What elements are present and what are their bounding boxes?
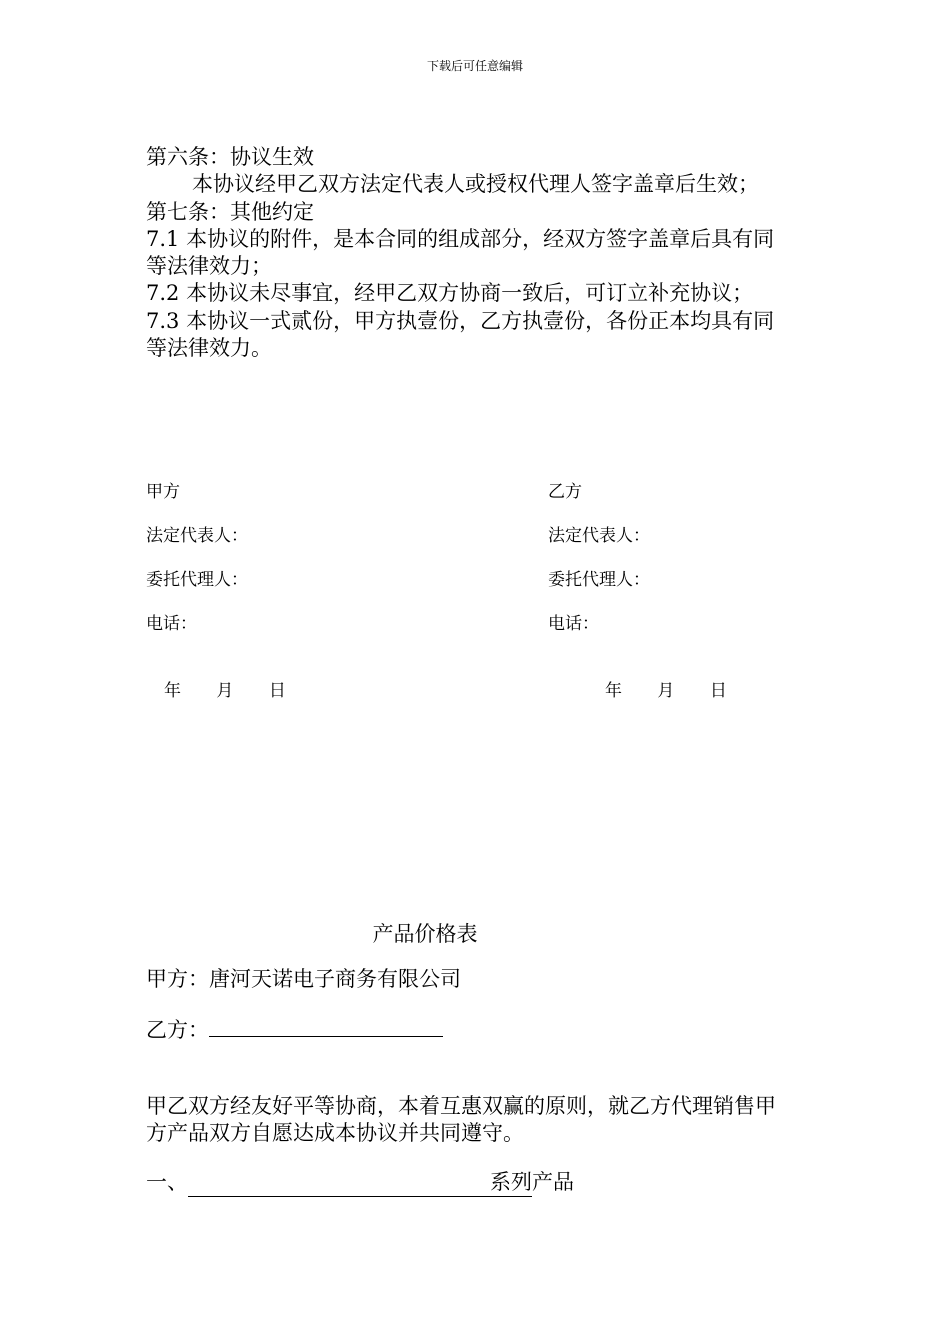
- date-day: 日: [268, 681, 286, 701]
- date-year: 年: [164, 681, 181, 701]
- section1-prefix: 一、: [146, 1170, 188, 1194]
- header-note: 下载后可任意编辑: [426, 59, 523, 73]
- party-b-field-label: 乙方：: [146, 1018, 209, 1042]
- date-year: 年: [605, 681, 622, 701]
- price-intro: 甲乙双方经友好平等协商，本着互惠双赢的原则，就乙方代理销售甲方产品双方自愿达成本协议并共同遵守。: [146, 1094, 776, 1146]
- section1-line: [146, 1166, 574, 1197]
- party-b-rep: 法定代表人：: [548, 526, 650, 546]
- party-a-rep: 法定代表人：: [146, 526, 248, 546]
- contract-body: [146, 144, 792, 362]
- price-table-title: 产品价格表: [372, 922, 478, 946]
- article7-item: 7.3 本协议一式贰份，甲方执壹份，乙方执壹份，各份正本均具有同等法律效力。: [146, 308, 775, 361]
- party-b-phone: 电话：: [548, 614, 599, 634]
- party-a-phone: 电话：: [146, 614, 197, 634]
- party-b-date: [605, 676, 727, 701]
- article7-item: 7.2 本协议未尽事宜，经甲乙双方协商一致后，可订立补充协议；: [146, 281, 754, 306]
- party-b-label: 乙方: [548, 482, 582, 502]
- series-blank-line: [188, 1166, 532, 1197]
- section1-suffix: 产品: [532, 1170, 574, 1194]
- date-day: 日: [709, 681, 727, 701]
- article6-heading: 第六条：协议生效: [146, 145, 314, 169]
- party-a-date: [164, 676, 286, 701]
- section1-series: 系列: [490, 1170, 532, 1194]
- party-b-blank-line: [209, 1014, 443, 1037]
- party-b-agent: 委托代理人：: [548, 570, 650, 590]
- price-party-a: 甲方：唐河天诺电子商务有限公司: [146, 967, 461, 991]
- price-party-b: [146, 1014, 443, 1044]
- date-month: 月: [657, 681, 675, 701]
- party-a-label: 甲方: [146, 482, 180, 502]
- party-a-agent: 委托代理人：: [146, 570, 248, 590]
- article7-heading: 第七条：其他约定: [146, 199, 314, 224]
- date-month: 月: [216, 681, 234, 701]
- article7-item: 7.1 本协议的附件，是本合同的组成部分，经双方签字盖章后具有同等法律效力；: [146, 226, 775, 279]
- article6-text: 本协议经甲乙双方法定代表人或授权代理人签字盖章后生效；: [192, 172, 759, 197]
